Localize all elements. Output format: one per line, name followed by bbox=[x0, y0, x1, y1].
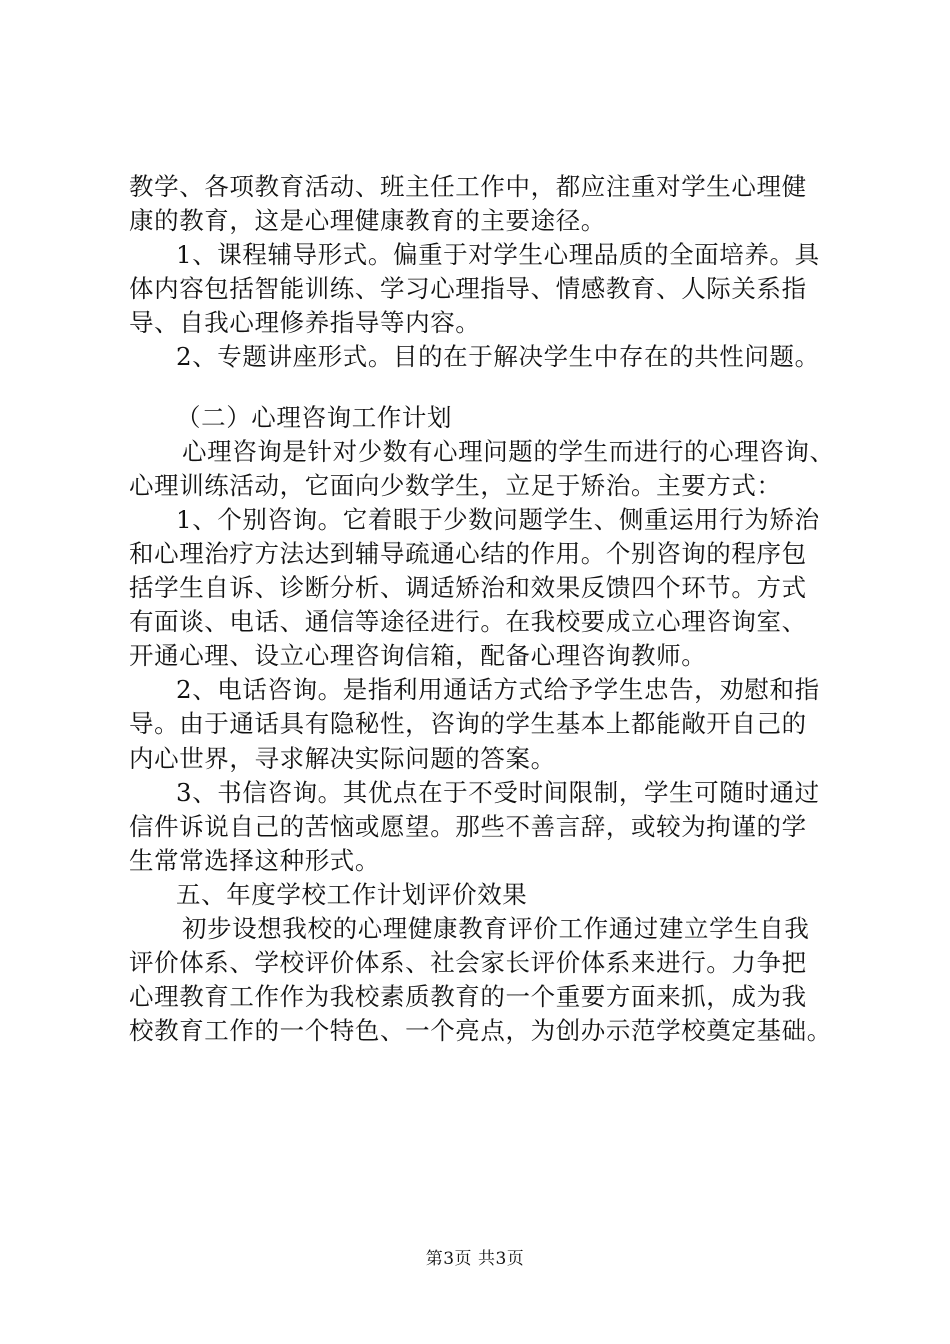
text-line: 心理教育工作作为我校素质教育的一个重要方面来抓，成为我 bbox=[129, 982, 807, 1012]
text-line: 心理训练活动，它面向少数学生，立足于矫治。主要方式： bbox=[129, 470, 782, 500]
text-line: 校教育工作的一个特色、一个亮点，为创办示范学校奠定基础。 bbox=[129, 1016, 832, 1046]
text-line: 和心理治疗方法达到辅导疏通心结的作用。个别咨询的程序包 bbox=[129, 538, 807, 568]
text-line: 信件诉说自己的苦恼或愿望。那些不善言辞，或较为拘谨的学 bbox=[129, 811, 807, 841]
text-line: 导。由于通话具有隐秘性，咨询的学生基本上都能敞开自己的 bbox=[129, 709, 807, 739]
text-line: 括学生自诉、诊断分析、调适矫治和效果反馈四个环节。方式 bbox=[129, 573, 807, 603]
text-line: 康的教育，这是心理健康教育的主要途径。 bbox=[129, 206, 606, 236]
text-line: 3、书信咨询。其优点在于不受时间限制，学生可随时通过 bbox=[176, 777, 820, 807]
text-line: 2、电话咨询。是指利用通话方式给予学生忠告，劝慰和指 bbox=[176, 675, 820, 705]
text-line: 心理咨询是针对少数有心理问题的学生而进行的心理咨询、 bbox=[182, 436, 835, 466]
text-line: 教学、各项教育活动、班主任工作中，都应注重对学生心理健 bbox=[129, 172, 807, 201]
page-footer: 第3页 共3页 bbox=[425, 1249, 525, 1269]
document-body bbox=[129, 170, 835, 1048]
section-heading: 五、年度学校工作计划评价效果 bbox=[176, 879, 528, 909]
text-line: 体内容包括智能训练、学习心理指导、情感教育、人际关系指 bbox=[129, 274, 807, 304]
text-line: 1、课程辅导形式。偏重于对学生心理品质的全面培养。具 bbox=[176, 240, 820, 270]
text-line: 生常常选择这种形式。 bbox=[129, 845, 380, 875]
text-line: 初步设想我校的心理健康教育评价工作通过建立学生自我 bbox=[182, 913, 810, 943]
text-line: 评价体系、学校评价体系、社会家长评价体系来进行。力争把 bbox=[129, 948, 807, 978]
section-heading: （二）心理咨询工作计划 bbox=[176, 402, 453, 432]
text-line: 开通心理、设立心理咨询信箱，配备心理咨询教师。 bbox=[129, 641, 707, 671]
text-line: 内心世界，寻求解决实际问题的答案。 bbox=[129, 743, 556, 773]
text-line: 有面谈、电话、通信等途径进行。在我校要成立心理咨询室、 bbox=[129, 607, 807, 637]
text-line: 导、自我心理修养指导等内容。 bbox=[129, 308, 481, 338]
text-line: 2、专题讲座形式。目的在于解决学生中存在的共性问题。 bbox=[176, 342, 820, 372]
paragraph-gap bbox=[129, 375, 831, 401]
text-line: 1、个别咨询。它着眼于少数问题学生、侧重运用行为矫治 bbox=[176, 504, 820, 534]
